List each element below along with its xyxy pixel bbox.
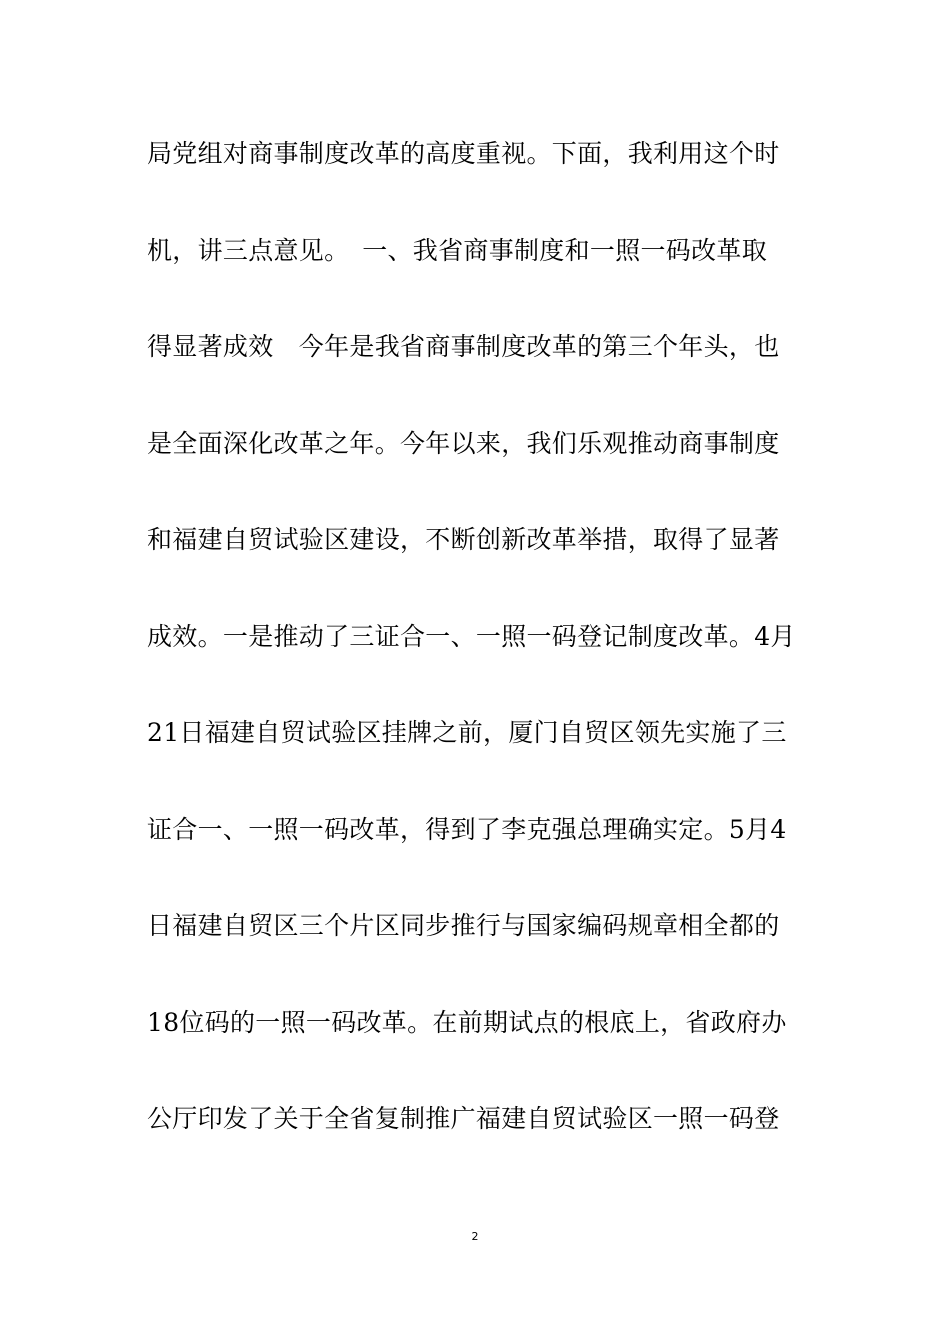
text-line: 21日福建自贸试验区挂牌之前，厦门自贸区领先实施了三 [147, 718, 787, 747]
text-line: 得显著成效 今年是我省商事制度改革的第三个年头，也 [147, 332, 780, 361]
body-text [147, 130, 812, 1192]
text-line: 和福建自贸试验区建设，不断创新改革举措，取得了显著 [147, 525, 780, 554]
text-line: 日福建自贸区三个片区同步推行与国家编码规章相全都的 [147, 911, 780, 940]
text-line: 是全面深化改革之年。今年以来，我们乐观推动商事制度 [147, 428, 780, 458]
text-line: 证合一、一照一码改革，得到了李克强总理确实定。5月4 [147, 814, 787, 844]
text-line: 公厅印发了关于全省复制推广福建自贸试验区一照一码登 [147, 1104, 780, 1133]
text-line: 成效。一是推动了三证合一、一照一码登记制度改革。4月 [147, 621, 796, 651]
text-line: 18位码的一照一码改革。在前期试点的根底上，省政府办 [147, 1007, 787, 1037]
text-line: 机，讲三点意见。 一、我省商事制度和一照一码改革取 [147, 235, 768, 265]
text-line: 局党组对商事制度改革的高度重视。下面，我利用这个时 [147, 139, 780, 168]
page-number: 2 [471, 1230, 479, 1243]
